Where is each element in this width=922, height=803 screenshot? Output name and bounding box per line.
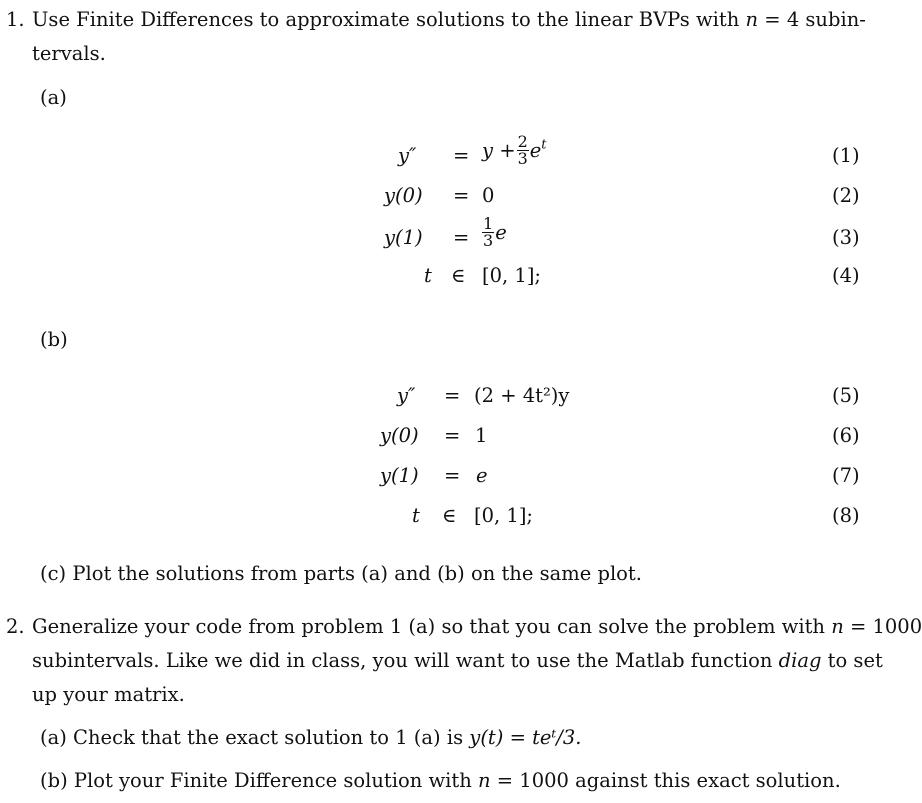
equation-rhs: [0, 1]; <box>482 264 541 287</box>
part-2b-post: = 1000 against this exact solution. <box>496 769 841 792</box>
equation-relation: = <box>444 384 461 407</box>
equation-lhs: y(0) <box>384 184 423 207</box>
part-2b-text: Plot your Finite Difference solution with <box>73 769 472 792</box>
equation-2 <box>0 176 891 216</box>
equation-number: (1) <box>832 144 860 167</box>
part-1c <box>40 562 642 585</box>
equation-lhs: y(1) <box>384 226 423 249</box>
equation-lhs: t <box>412 504 420 527</box>
problem-1-intro-eq: = 4 subin- <box>764 8 866 31</box>
problem-2-line1-n: n <box>831 615 844 638</box>
equation-lhs: y″ <box>398 144 417 167</box>
equation-1 <box>0 132 891 176</box>
equation-rhs <box>482 134 547 167</box>
equation-4 <box>0 258 891 298</box>
part-1b-label: (b) <box>40 328 68 351</box>
problem-1-intro-line1 <box>32 8 866 31</box>
problem-1-intro-line2: tervals. <box>32 42 106 65</box>
problem-1-intro-text: Use Finite Differences to approximate solutions to the linear BVPs with <box>32 8 740 31</box>
equation-lhs: y(1) <box>380 464 419 487</box>
equation-relation: ∈ <box>451 264 466 287</box>
equation-rhs: 0 <box>482 184 495 207</box>
equation-6 <box>0 416 891 456</box>
equation-lhs: y″ <box>397 384 416 407</box>
problem-2-line2-post: to set <box>827 649 883 672</box>
fraction <box>517 134 529 167</box>
part-1c-label: (c) <box>40 562 67 585</box>
equation-rhs-pre: y + <box>482 139 516 162</box>
part-2a-label: (a) <box>40 726 67 749</box>
problem-2-line1-text: Generalize your code from problem 1 (a) so that you can solve the problem with <box>32 615 825 638</box>
fraction-numerator: 2 <box>517 132 528 151</box>
equation-5 <box>0 376 891 416</box>
problem-1-intro-n: n <box>745 8 759 31</box>
equation-rhs: e <box>476 464 488 487</box>
equation-lhs: t <box>424 264 432 287</box>
problem-2-line1-post: = 1000 <box>849 615 922 638</box>
equation-number: (4) <box>832 264 860 287</box>
fraction <box>482 216 494 249</box>
part-2b-label: (b) <box>40 769 68 792</box>
problem-2-line2-text: subintervals. Like we did in class, you will want to use the Matlab function <box>32 649 773 672</box>
problem-2-line1 <box>32 615 922 638</box>
equation-relation: = <box>453 226 470 249</box>
equation-8 <box>0 496 891 536</box>
equation-relation: = <box>453 184 470 207</box>
fraction-denominator: 3 <box>517 149 528 168</box>
equation-relation: ∈ <box>442 504 457 527</box>
equation-7 <box>0 456 891 496</box>
part-2a-math: y(t) = teᵗ/3. <box>469 726 582 749</box>
equation-rhs <box>481 216 507 249</box>
fraction-numerator: 1 <box>483 214 494 233</box>
problem-2-line3: up your matrix. <box>32 683 185 706</box>
problem-2-line2 <box>32 649 883 672</box>
equation-relation: = <box>444 464 461 487</box>
equation-3 <box>0 216 891 256</box>
equation-rhs: [0, 1]; <box>474 504 533 527</box>
part-2b-n: n <box>478 769 491 792</box>
problem-1-number: 1. <box>6 8 25 31</box>
problem-2-number: 2. <box>6 615 25 638</box>
part-2b <box>40 769 841 792</box>
part-2a <box>40 726 581 749</box>
part-2a-text: Check that the exact solution to 1 (a) is <box>73 726 464 749</box>
equation-rhs: 1 <box>475 424 488 447</box>
equation-number: (7) <box>832 464 860 487</box>
equation-number: (3) <box>832 226 860 249</box>
equation-rhs: (2 + 4t²)y <box>474 384 570 407</box>
equation-number: (8) <box>832 504 860 527</box>
equation-number: (6) <box>832 424 860 447</box>
equation-lhs: y(0) <box>380 424 419 447</box>
equation-relation: = <box>444 424 461 447</box>
equation-number: (5) <box>832 384 860 407</box>
equation-number: (2) <box>832 184 860 207</box>
equation-relation: = <box>453 144 470 167</box>
equation-rhs-post: e <box>495 221 507 244</box>
part-1c-text: Plot the solutions from parts (a) and (b) on the same plot. <box>72 562 642 585</box>
problem-2-line2-em: diag <box>778 649 822 672</box>
fraction-denominator: 3 <box>483 231 494 250</box>
equation-rhs-post: e <box>529 139 542 162</box>
equation-rhs-sup: t <box>541 137 547 153</box>
part-1a-label: (a) <box>40 86 67 109</box>
